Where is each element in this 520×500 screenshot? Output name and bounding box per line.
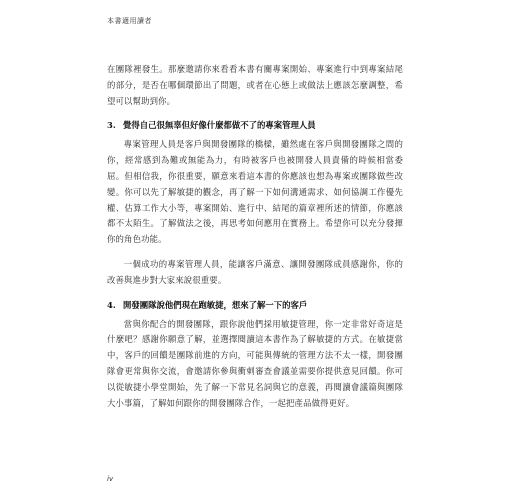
section-4-number: 4. — [107, 299, 116, 310]
section-3-paragraph-1: 專案管理人員是客戶與開發團隊的橋樑，雖然處在客戶與開發團隊之間的你，經常感到為難或無能為力，有時被客戶也被開發人員責備的時候相當委屈。但相信我，你很重要，願意來看這本書的你應該也想為專案或團隊做些改變。你可以先了解敏捷的觀念，再了解一下如何溝通需求、如何協調工作優先權、估算工作大小等，專案開始、進行中、結尾的篇章裡所述的情節，你應該都不太陌生。了解做法之後，再思考如何應用在實務上。希望你可以充分發揮你的角色功能。 — [107, 139, 403, 245]
running-header: 本書適用讀者 — [107, 17, 152, 25]
section-3-number: 3. — [107, 120, 116, 131]
intro-paragraph: 在團隊裡發生。那麼邀請你來看看本書有關專案開始、專案進行中到專案結尾的部分，是否在哪個環節出了問題，或者在心態上或做法上應該怎麼調整，希望可以幫助到你。 — [107, 64, 403, 106]
section-3-title: 覺得自己很無辜但好像什麼都做不了的專案管理人員 — [123, 120, 316, 131]
section-4-paragraph-1: 當與你配合的開發團隊，跟你說他們採用敏捷管理，你一定非常好奇這是什麼吧？感謝你願意了解，並選擇閱讀這本書作為了解敏捷的方式。在敏捷當中，客戶的回饋是團隊前進的方向，可能與傳統的管理方法不太一樣，開發團隊會更常與你交流，會邀請你參與衝刺審查會議並需要你提供意見回饋。你可以從敏捷小學堂開始，先了解一下常見名詞與它的意義，再閱讀會議篇與團隊大小事篇，了解如何跟你的開發團隊合作，一起把產品做得更好。 — [107, 318, 403, 408]
page-body — [107, 62, 403, 420]
section-4-heading — [107, 298, 403, 313]
section-4-title: 開發團隊說他們現在跑敏捷，想來了解一下的客戶 — [123, 299, 308, 310]
section-3-paragraph-2: 一個成功的專案管理人員，能讓客戶滿意、讓開發團隊成員感謝你，你的改善與進步對大家來說很重要。 — [107, 258, 403, 285]
page-number: iv — [107, 475, 114, 483]
section-3-heading — [107, 118, 403, 133]
